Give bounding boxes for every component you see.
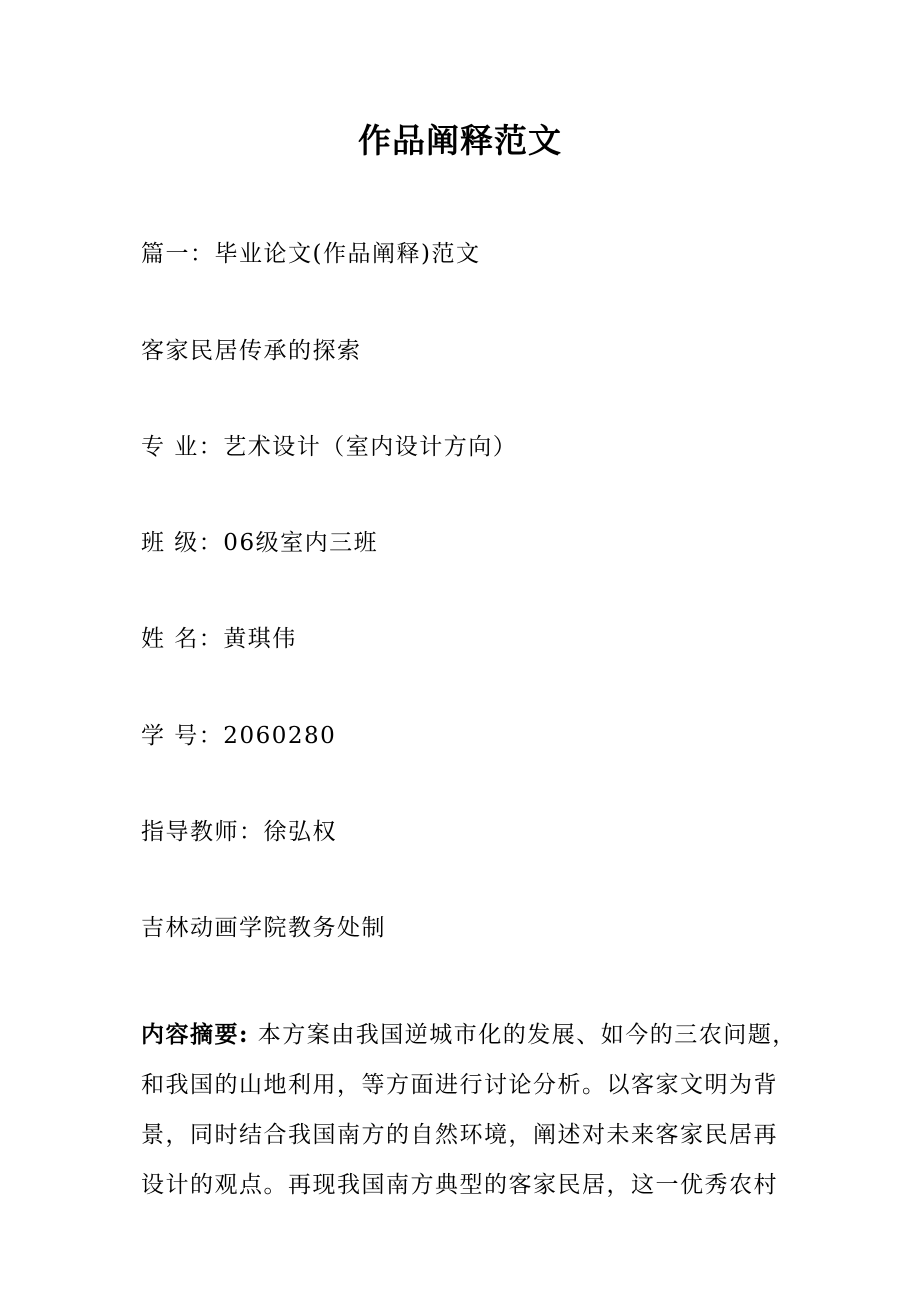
abstract-row [141,1010,797,1060]
institution-line: 吉林动画学院教务处制 [141,915,386,941]
class-line: 班 级：06级室内三班 [141,530,379,556]
thesis-title: 客家民居传承的探索 [141,338,362,364]
page-title: 作品阐释范文 [358,121,562,160]
name-line: 姓 名：黄琪伟 [141,626,297,652]
abstract-row: 和我国的山地利用，等方面进行讨论分析。以客家文明为背 [141,1072,778,1098]
student-id-line: 学 号：2060280 [141,723,337,749]
abstract-paragraph [141,1010,797,1210]
advisor-line: 指导教师：徐弘权 [141,819,337,845]
chapter-heading: 篇一：毕业论文(作品阐释)范文 [141,241,481,267]
abstract-text: 本方案由我国逆城市化的发展、如今的三农问题， [249,1022,797,1048]
major-line: 专 业：艺术设计（室内设计方向） [141,434,518,460]
abstract-row: 设计的观点。再现我国南方典型的客家民居，这一优秀农村 [141,1172,778,1198]
abstract-row: 景，同时结合我国南方的自然环境，阐述对未来客家民居再 [141,1122,778,1148]
abstract-label: 内容摘要: [141,1021,249,1048]
